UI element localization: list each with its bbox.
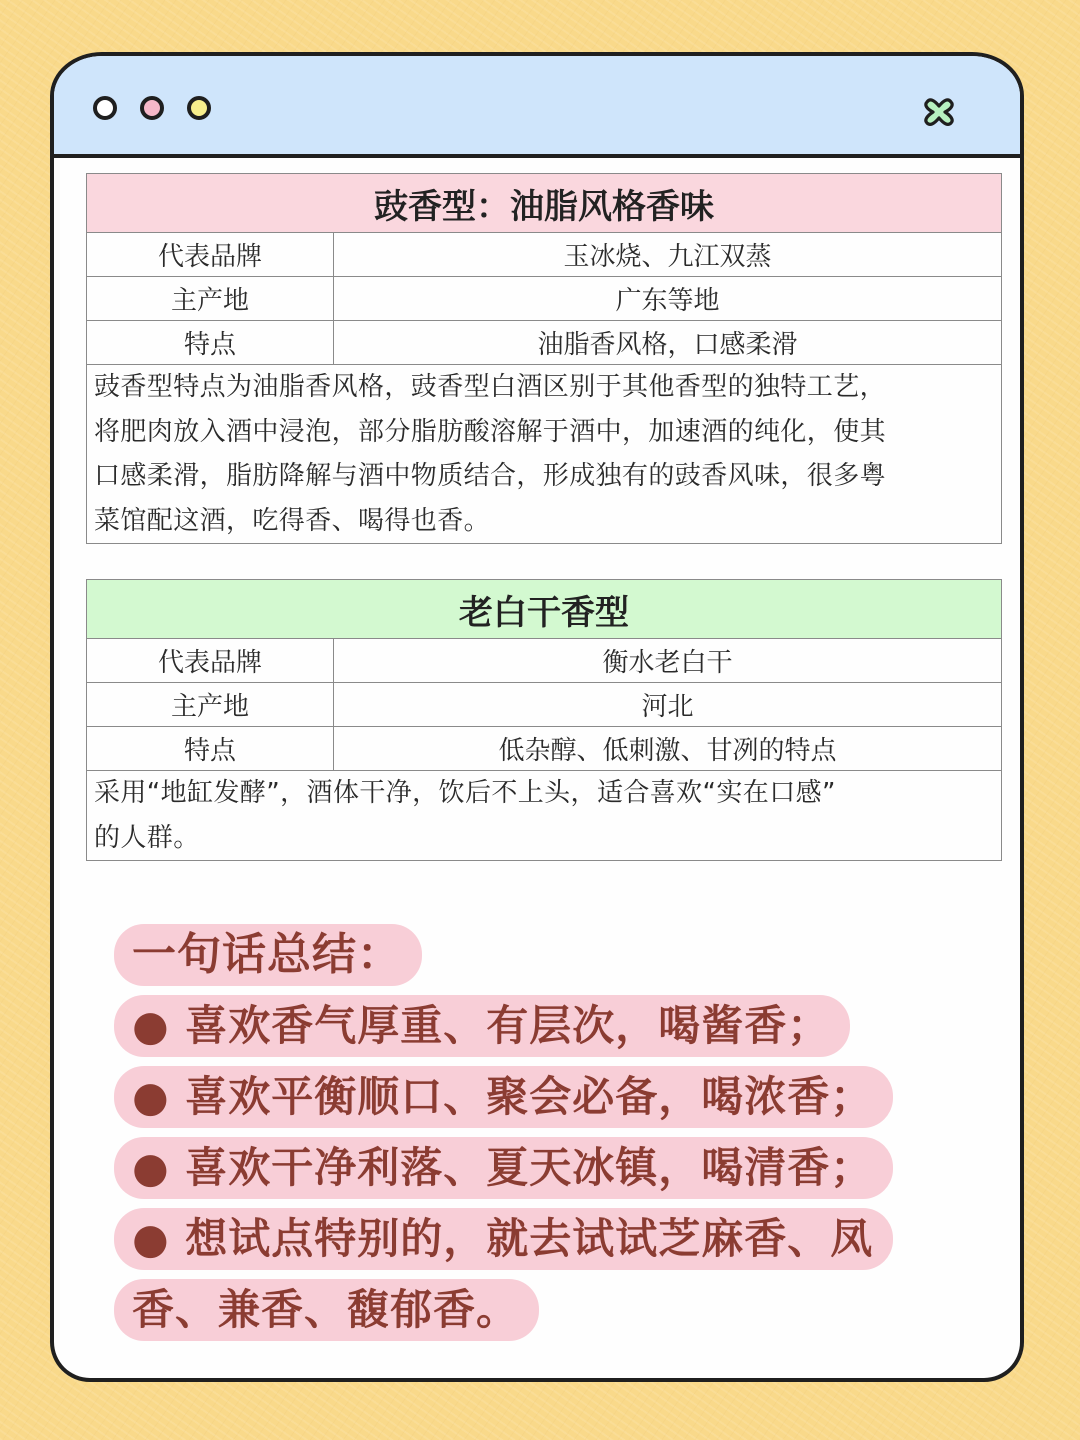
table2-description [87,771,1002,861]
table2-title: 老白干香型 [87,580,1002,639]
table-row [87,727,1002,771]
table-description-row [87,771,1002,861]
summary-line: ● 想试点特别的，就去试试芝麻香、凤 [114,1208,893,1270]
summary-line: ● 喜欢干净利落、夏天冰镇，喝清香； [114,1137,893,1199]
table2-value-feature: 低杂醇、低刺激、甘冽的特点 [334,727,1002,771]
description-line: 口感柔滑，脂肪降解与酒中物质结合，形成独有的豉香风味，很多粤 [94,461,887,491]
summary-line: 香、兼香、馥郁香。 [114,1279,539,1341]
table1-value-origin: 广东等地 [334,277,1002,321]
table2-value-brand: 衡水老白干 [334,639,1002,683]
description-line: 将肥肉放入酒中浸泡，部分脂肪酸溶解于酒中，加速酒的纯化，使其 [94,416,887,447]
close-dot[interactable] [93,96,117,120]
table1-key-feature: 特点 [87,321,334,365]
table-description-row [87,365,1002,544]
table-row [87,683,1002,727]
summary-line: ● 喜欢香气厚重、有层次，喝酱香； [114,995,850,1057]
minimize-dot[interactable] [140,96,164,120]
maximize-dot[interactable] [187,96,211,120]
table2-key-feature: 特点 [87,727,334,771]
table1-value-feature: 油脂香风格，口感柔滑 [334,321,1002,365]
summary-line: ● 喜欢平衡顺口、聚会必备，喝浓香； [114,1066,893,1128]
table-row [87,277,1002,321]
description-line: 的人群。 [94,822,200,853]
description-line: 菜馆配这酒，吃得香、喝得也香。 [94,505,491,536]
table2-value-origin: 河北 [334,683,1002,727]
summary-title: 一句话总结： [114,924,422,986]
table2-key-brand: 代表品牌 [87,639,334,683]
table1-key-origin: 主产地 [87,277,334,321]
table2-key-origin: 主产地 [87,683,334,727]
table1-key-brand: 代表品牌 [87,233,334,277]
table1-description [87,365,1002,544]
table-header-row [87,580,1002,639]
table-row [87,321,1002,365]
summary-section [114,924,974,1350]
table-header-row [87,174,1002,233]
table1-title: 豉香型：油脂风格香味 [87,174,1002,233]
close-x-icon[interactable] [920,93,958,131]
table1-value-brand: 玉冰烧、九江双蒸 [334,233,1002,277]
description-line: 豉香型特点为油脂香风格，豉香型白酒区别于其他香型的独特工艺， [94,372,887,402]
description-line: 采用“地缸发酵”，酒体干净，饮后不上头，适合喜欢“实在口感” [94,778,836,808]
table-row [87,233,1002,277]
table-row [87,639,1002,683]
app-window [50,52,1024,1382]
window-titlebar [54,56,1020,158]
table-chixiang [86,173,1002,544]
table-laobaigan [86,579,1002,861]
